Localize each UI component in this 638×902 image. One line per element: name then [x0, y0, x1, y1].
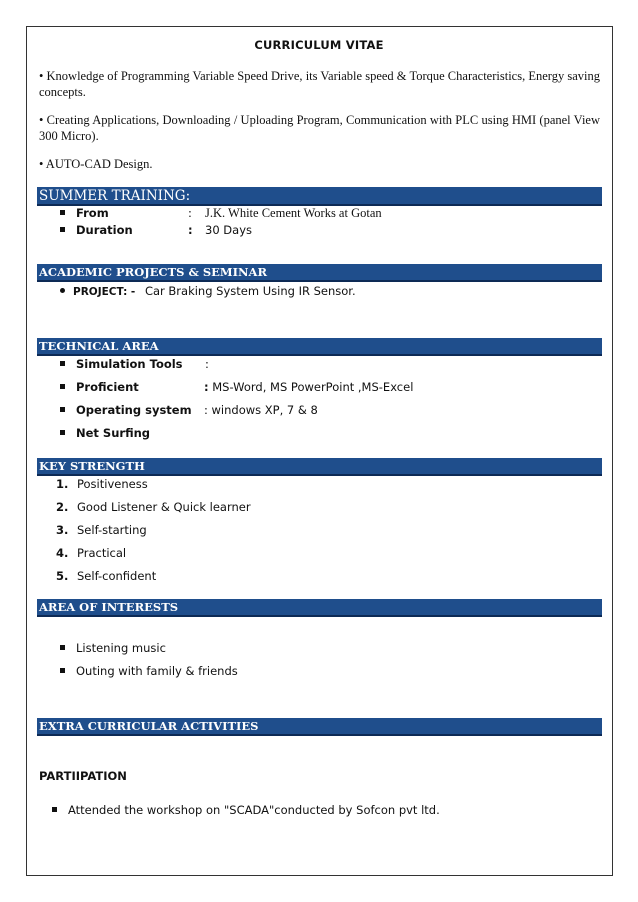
page-border — [26, 26, 613, 876]
skill-paragraph: • Creating Applications, Downloading / Uploading Program, Communication with PLC using HMI (panel View 300 Micro). — [39, 113, 600, 143]
square-bullet-icon — [60, 384, 65, 389]
interest-item: Listening music — [60, 640, 166, 656]
skill-paragraph: • Knowledge of Programming Variable Speed Drive, its Variable speed & Torque Characteristics, Energy saving concepts. — [39, 69, 600, 99]
row-separator: : — [205, 357, 209, 371]
row-label: Proficient — [76, 380, 139, 394]
section-heading-summer-training: SUMMER TRAINING: — [37, 187, 602, 206]
strength-item: 4. Practical — [56, 546, 127, 560]
row-label: Duration — [76, 223, 133, 237]
row-separator: : — [204, 403, 208, 417]
row-separator: : — [188, 206, 192, 220]
participation-item: Attended the workshop on "SCADA"conducted by Sofcon pvt ltd. — [52, 802, 440, 818]
row-value: J.K. White Cement Works at Gotan — [205, 206, 382, 220]
strength-item: 2. Good Listener & Quick learner — [56, 500, 251, 514]
project-label: PROJECT: - — [73, 286, 136, 298]
summer-training-row — [60, 205, 382, 221]
strength-item: 1. Positiveness — [56, 477, 148, 491]
square-bullet-icon — [60, 361, 65, 366]
section-heading-technical: TECHNICAL AREA — [37, 338, 602, 356]
project-row — [60, 283, 356, 299]
document-title: CURRICULUM VITAE — [254, 38, 384, 52]
technical-row — [60, 425, 150, 441]
square-bullet-icon — [60, 645, 65, 650]
square-bullet-icon — [60, 407, 65, 412]
skill-paragraph: • AUTO-CAD Design. — [39, 157, 153, 171]
round-bullet-icon — [60, 288, 65, 293]
row-label: From — [76, 206, 109, 220]
row-value: MS-Word, MS PowerPoint ,MS-Excel — [208, 380, 414, 394]
square-bullet-icon — [60, 227, 65, 232]
square-bullet-icon — [60, 210, 65, 215]
square-bullet-icon — [52, 807, 57, 812]
square-bullet-icon — [60, 430, 65, 435]
interest-item: Outing with family & friends — [60, 663, 238, 679]
row-label: Simulation Tools — [76, 357, 183, 371]
row-value: windows XP, 7 & 8 — [207, 403, 318, 417]
section-heading-academic: ACADEMIC PROJECTS & SEMINAR — [37, 264, 602, 282]
section-heading-interests: AREA OF INTERESTS — [37, 599, 602, 617]
row-value: 30 Days — [205, 223, 252, 237]
section-heading-key-strength: KEY STRENGTH — [37, 458, 602, 476]
section-heading-extra-curricular: EXTRA CURRICULAR ACTIVITIES — [37, 718, 602, 736]
row-label: Operating system — [76, 403, 192, 417]
technical-row — [60, 379, 414, 395]
row-label: Net Surfing — [76, 426, 151, 440]
technical-row — [60, 402, 318, 418]
square-bullet-icon — [60, 668, 65, 673]
strength-item: 5. Self-confident — [56, 569, 157, 583]
strength-item: 3. Self-starting — [56, 523, 147, 537]
summer-training-row — [60, 222, 252, 238]
participation-heading: PARTIIPATION — [39, 769, 127, 783]
row-separator: : — [188, 223, 193, 237]
technical-row — [60, 356, 209, 372]
project-value: Car Braking System Using IR Sensor. — [144, 284, 356, 298]
row-separator: : — [204, 380, 209, 394]
